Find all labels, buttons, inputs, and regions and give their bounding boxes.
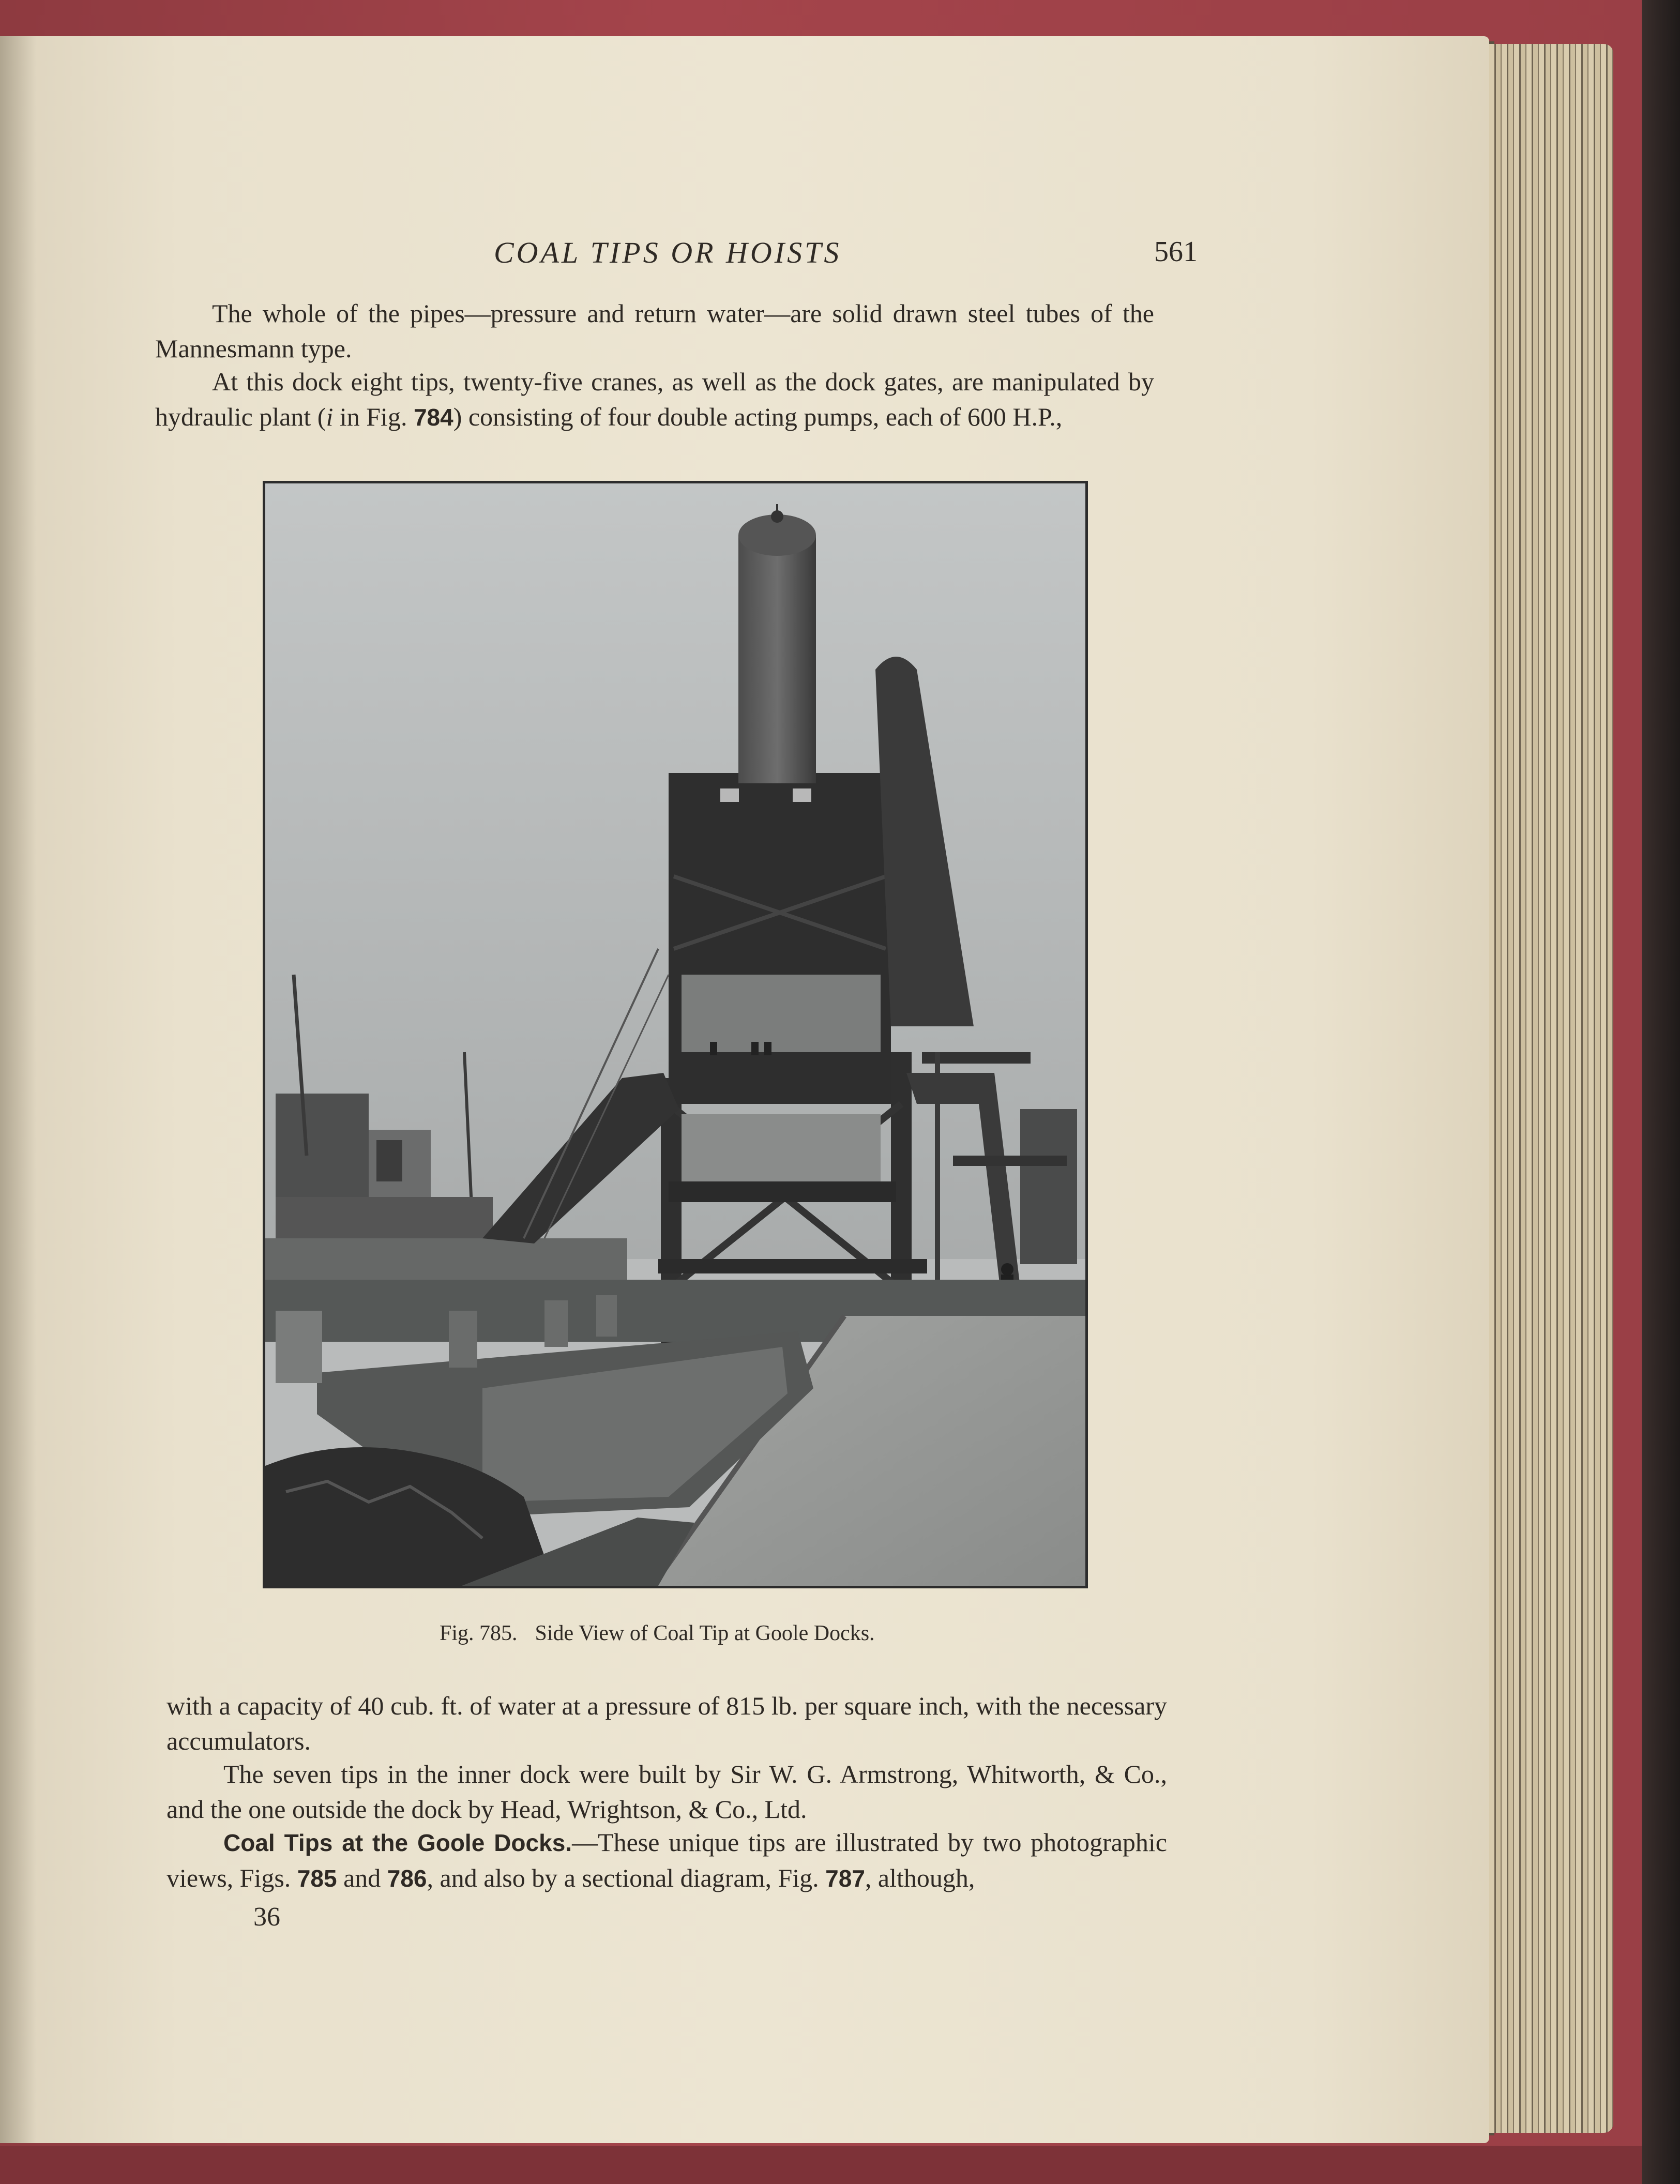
paragraph-5-part-b: and [337,1863,387,1892]
figure-caption [440,1621,875,1646]
figure-reference-787: 787 [825,1865,865,1892]
figure-caption-label: Fig. 785. [440,1621,518,1645]
paragraph-5-part-a: —These unique tips are illustrated by two photographic views, Figs. [167,1828,1167,1892]
paragraph-2-mid: in Fig. [333,402,414,431]
paragraph-1 [155,296,1154,366]
coal-tip-photograph-icon [265,483,1085,1586]
figure-785-photograph [263,481,1088,1588]
paragraph-2-prefix: At this dock eight tips, twenty-five cranes, as well as the dock gates, are manipulated by hydraulic plant ( [155,367,1154,431]
paragraph-2-italic: i [326,402,334,431]
section-heading: Coal Tips at the Goole Docks. [223,1829,572,1856]
paragraph-2 [155,364,1154,435]
book-cover-bottom-edge [0,2146,1670,2184]
paragraph-3 [167,1688,1167,1758]
gutter-shadow [0,36,36,2143]
figure-caption-text: Side View of Coal Tip at Goole Docks. [535,1621,875,1645]
paragraph-5 [167,1825,1167,1896]
paragraph-5-part-d: , although, [865,1863,975,1892]
paragraph-5-part-c: , and also by a sectional diagram, Fig. [427,1863,826,1892]
figure-reference-785: 785 [297,1865,337,1892]
stacked-page-edges [1489,44,1613,2133]
page-number: 561 [1154,236,1198,268]
paragraph-3-text: with a capacity of 40 cub. ft. of water at a pressure of 815 lb. per square inch, with the necessary accumulators. [167,1691,1167,1755]
running-head: COAL TIPS OR HOISTS [494,236,842,269]
signature-mark: 36 [253,1902,280,1932]
paragraph-1-text: The whole of the pipes—pressure and return water—are solid drawn steel tubes of the Mannesmann type. [155,299,1154,363]
book-cover-shadow [1642,0,1680,2184]
paragraph-4-text: The seven tips in the inner dock were built by Sir W. G. Armstrong, Whitworth, & Co., and the one outside the dock by Head, Wrightson, & Co., Ltd. [167,1760,1167,1824]
figure-reference-786: 786 [387,1865,427,1892]
paragraph-4 [167,1756,1167,1827]
figure-reference-784: 784 [413,404,453,431]
paragraph-2-suffix: ) consisting of four double acting pumps, each of 600 H.P., [453,402,1063,431]
